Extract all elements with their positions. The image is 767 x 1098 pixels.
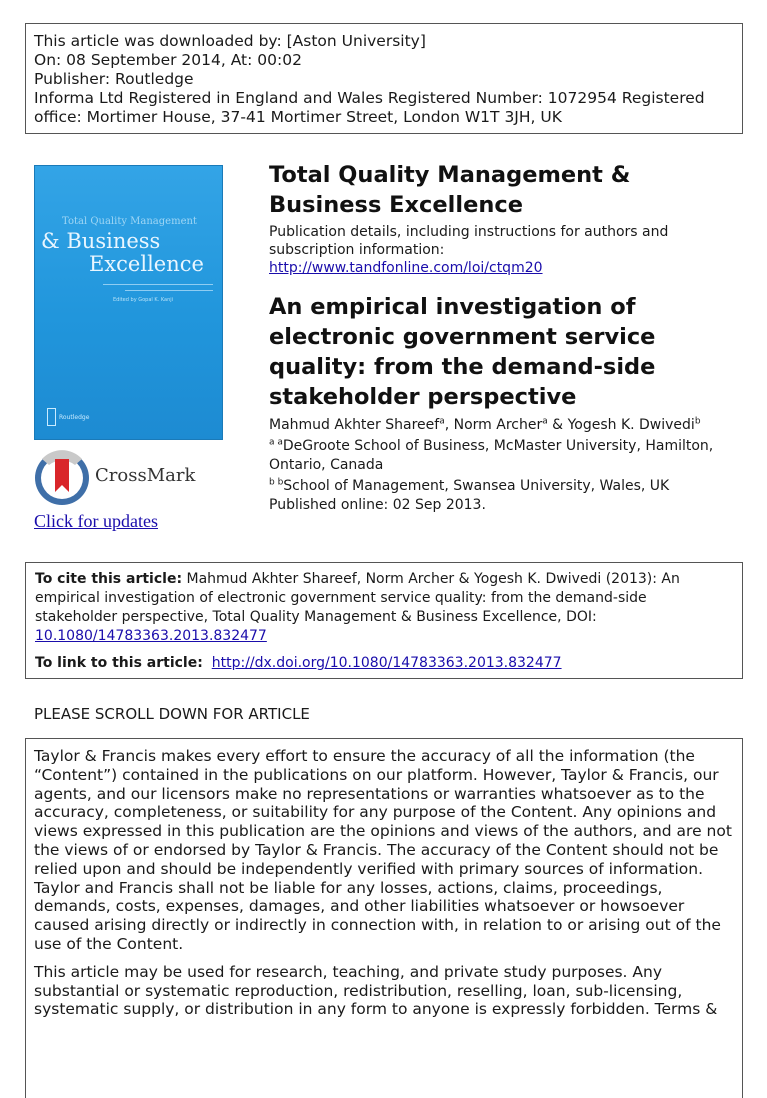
download-info-line: This article was downloaded by: [Aston University] (34, 32, 426, 50)
cover-title-line1: & Business (41, 229, 161, 253)
disclaimer-paragraph: Taylor & Francis makes every effort to ensure the accuracy of all the information (the “Content”) contained in the publications on our platform. However, Taylor & Francis, our agents, and our licensors make no representations or warranties whatsoever as to the accuracy, completeness, or suitability for any purpose of the Content. Any opinions and views expressed in this publication are the opinions and views of the authors, and are not the views of or endorsed by Taylor & Francis. The accuracy of the Content should not be relied upon and should be independently verified with primary sources of information. Taylor and Francis shall not be liable for any losses, actions, claims, proceedings, demands, costs, expenses, damages, and other liabilities whatsoever or howsoever caused arising directly or indirectly in connection with, in relation to or arising out of the use of the Content. (34, 747, 732, 953)
author-separator: , (444, 417, 454, 433)
download-info-box (25, 23, 743, 134)
download-info-line: Informa Ltd Registered in England and Wales Registered Number: 1072954 Registered (34, 89, 705, 107)
affiliation-text: School of Management, Swansea University, Wales, UK (283, 478, 670, 494)
published-online-date: Published online: 02 Sep 2013. (269, 497, 486, 513)
cite-paragraph (35, 570, 733, 646)
disclaimer-paragraph: This article may be used for research, teaching, and private study purposes. Any substantial or systematic reproduction, redistribution, reselling, loan, sub-licensing, systematic supply, or distribution in any form to anyone is expressly forbidden. Terms & (34, 962, 718, 1019)
article-doi-url-link[interactable]: http://dx.doi.org/10.1080/14783363.2013.832477 (211, 655, 562, 671)
journal-url-link[interactable]: http://www.tandfonline.com/loi/ctqm20 (269, 260, 543, 276)
cover-editor: Edited by Gopal K. Kanji (113, 297, 174, 303)
download-info-line: Publisher: Routledge (34, 70, 194, 88)
author-name: Mahmud Akhter Shareef (269, 417, 440, 433)
doi-link[interactable]: 10.1080/14783363.2013.832477 (35, 628, 267, 644)
cover-rule (103, 284, 213, 285)
author-separator: & (547, 417, 568, 433)
publication-details: Publication details, including instructions for authors and subscription information: (269, 224, 669, 258)
cover-rule (125, 290, 213, 291)
article-title: An empirical investigation of electronic government service quality: from the demand-side stakeholder perspective (269, 294, 656, 410)
affiliation-sup: a a (269, 437, 283, 448)
author-list (269, 416, 739, 435)
author-sup: b (694, 416, 701, 427)
crossmark-badge[interactable] (33, 449, 196, 507)
cover-publisher: Routledge (59, 414, 90, 421)
crossmark-icon (33, 449, 91, 507)
author-name: Norm Archer (453, 417, 543, 433)
article-info (269, 160, 739, 515)
journal-title: Total Quality Management & Business Excellence (269, 162, 631, 218)
link-paragraph (35, 654, 733, 673)
download-info-line: On: 08 September 2014, At: 00:02 (34, 51, 302, 69)
affiliation-text: DeGroote School of Business, McMaster University, Hamilton, Ontario, Canada (269, 438, 714, 473)
link-label: To link to this article: (35, 655, 203, 671)
download-info-line: office: Mortimer House, 37-41 Mortimer Street, London W1T 3JH, UK (34, 108, 562, 126)
affiliation-sup: b b (269, 477, 284, 488)
disclaimer-box[interactable] (25, 738, 743, 1098)
affiliation (269, 477, 739, 496)
author-sup: a (542, 416, 548, 427)
cover-title-line2: Excellence (89, 252, 204, 276)
author-name: Yogesh K. Dwivedi (567, 417, 695, 433)
author-sup: a (439, 416, 445, 427)
journal-cover-image[interactable] (34, 165, 223, 440)
citation-box (25, 562, 743, 679)
click-for-updates-link[interactable]: Click for updates (34, 511, 158, 531)
cover-small-title: Total Quality Management (62, 216, 197, 227)
affiliation (269, 437, 739, 475)
scroll-notice: PLEASE SCROLL DOWN FOR ARTICLE (34, 705, 310, 723)
crossmark-label: CrossMark (95, 465, 196, 486)
routledge-logo-icon (47, 408, 56, 426)
cite-text: Mahmud Akhter Shareef, Norm Archer & Yogesh K. Dwivedi (2013): An empirical investigation of electronic government service quality: from the demand-side stakeholder perspective, Total Quality Management & Business Excellence, DOI: (35, 571, 680, 625)
cite-label: To cite this article: (35, 571, 183, 587)
